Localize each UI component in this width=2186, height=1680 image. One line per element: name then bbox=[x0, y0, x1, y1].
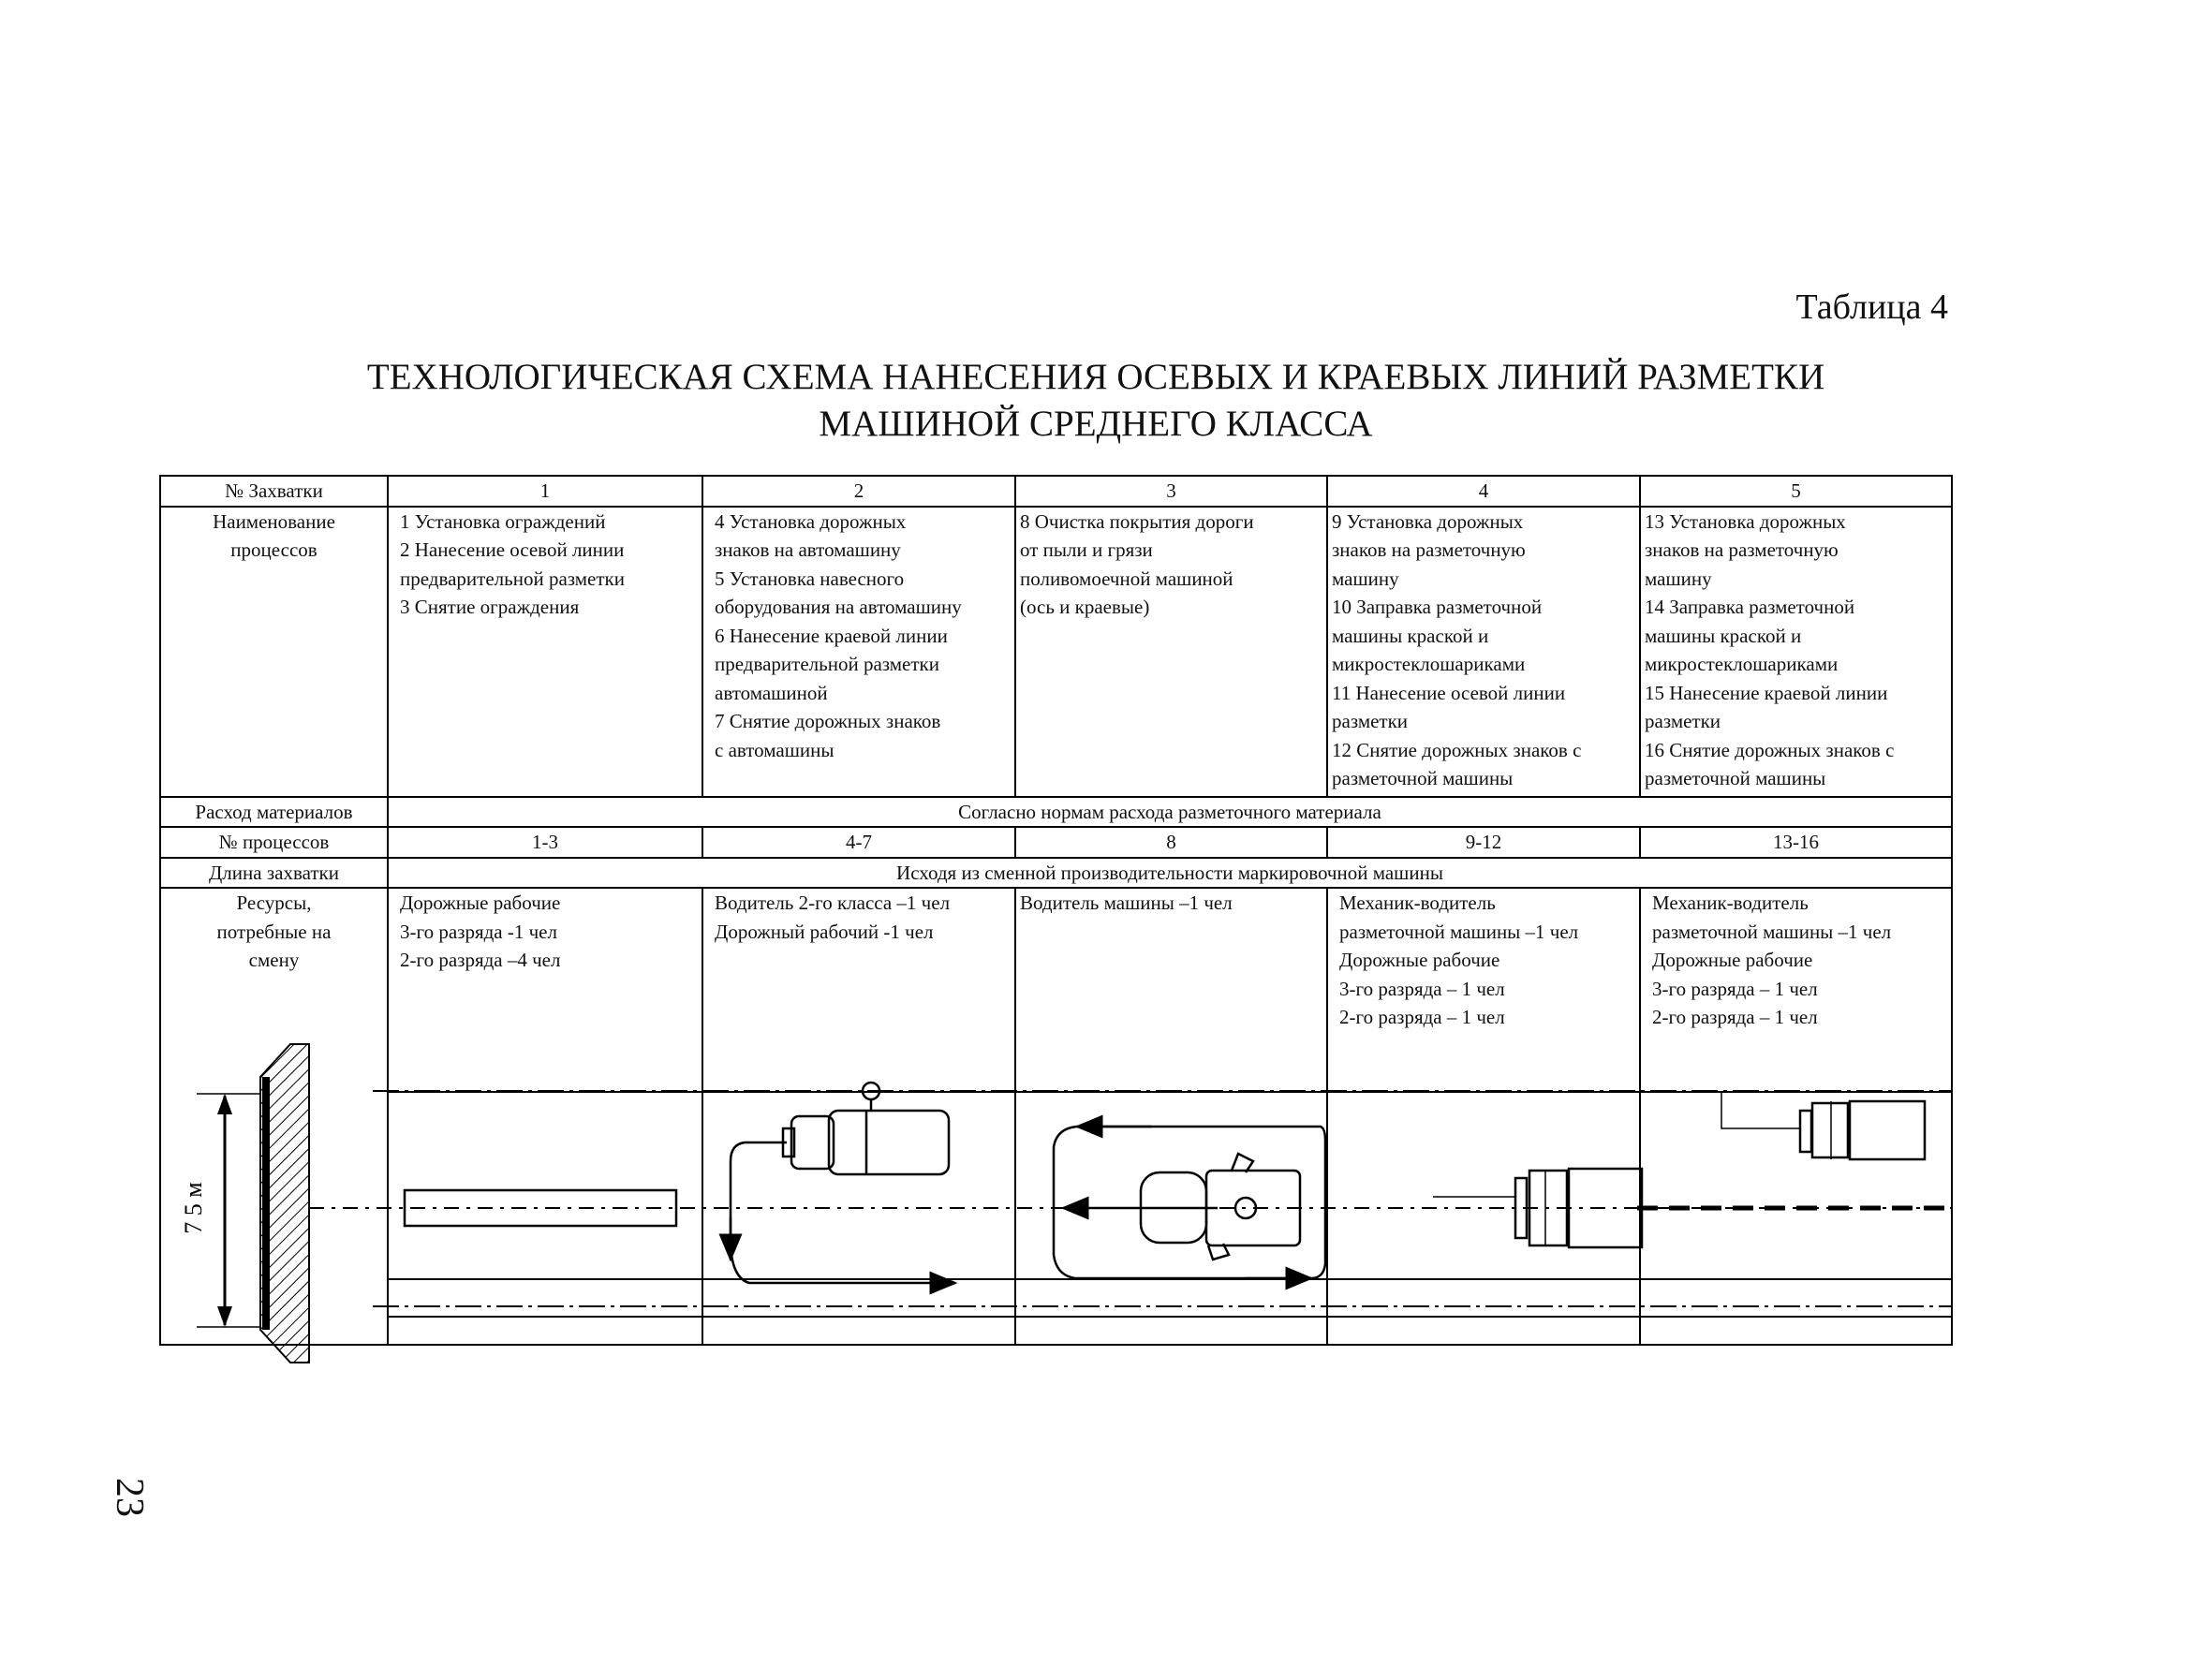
materials-value: Согласно нормам расхода разметочного материала bbox=[388, 797, 1952, 828]
capture-number-cell: 5 bbox=[1640, 476, 1952, 507]
resources-cell-4: Механик-водитель разметочной машины –1 чел Дорожные рабочие 3-го разряда – 1 чел 2-го разряда – 1 чел bbox=[1327, 888, 1640, 1092]
materials-row bbox=[160, 797, 1952, 828]
page-number: 23 bbox=[108, 1478, 151, 1517]
capture-length-header: Длина захватки bbox=[160, 858, 388, 889]
capture-number-cell: 1 bbox=[388, 476, 702, 507]
scheme-row bbox=[160, 1092, 1952, 1279]
capture-number-cell: 3 bbox=[1015, 476, 1327, 507]
document-title-line-1: ТЕХНОЛОГИЧЕСКАЯ СХЕМА НАНЕСЕНИЯ ОСЕВЫХ И КРАЕВЫХ ЛИНИЙ РАЗМЕТКИ bbox=[366, 357, 1825, 397]
technology-scheme-table bbox=[159, 475, 1953, 1346]
resources-cell-2: Водитель 2-го класса –1 чел Дорожный рабочий -1 чел bbox=[702, 888, 1015, 1092]
process-names-cell-2: 4 Установка дорожных знаков на автомашину 5 Установка навесного оборудования на автомашину 6 Нанесение краевой линии предварительной разметки автомашиной 7 Снятие дорожных знаков с автомашины bbox=[702, 507, 1015, 797]
capture-number-header: № Захватки bbox=[160, 476, 388, 507]
table-number-label: Таблица 4 bbox=[1795, 287, 1948, 327]
process-numbers-cell: 4-7 bbox=[702, 827, 1015, 858]
scheme-row-bottom bbox=[160, 1317, 1952, 1345]
process-numbers-cell: 8 bbox=[1015, 827, 1327, 858]
document-title-line-2: МАШИНОЙ СРЕДНЕГО КЛАССА bbox=[819, 404, 1373, 444]
materials-header: Расход материалов bbox=[160, 797, 388, 828]
capture-number-cell: 4 bbox=[1327, 476, 1640, 507]
resources-cell-1: Дорожные рабочие 3-го разряда -1 чел 2-го разряда –4 чел bbox=[388, 888, 702, 1092]
process-numbers-cell: 13-16 bbox=[1640, 827, 1952, 858]
process-numbers-cell: 1-3 bbox=[388, 827, 702, 858]
resources-row bbox=[160, 888, 1952, 1092]
process-names-row bbox=[160, 507, 1952, 797]
process-numbers-row bbox=[160, 827, 1952, 858]
capture-number-cell: 2 bbox=[702, 476, 1015, 507]
scheme-row-lower bbox=[160, 1279, 1952, 1317]
process-names-cell-1: 1 Установка ограждений 2 Нанесение осевой линии предварительной разметки 3 Снятие ограждения bbox=[388, 507, 702, 797]
capture-length-row bbox=[160, 858, 1952, 889]
capture-number-row bbox=[160, 476, 1952, 507]
process-numbers-cell: 9-12 bbox=[1327, 827, 1640, 858]
process-names-header: Наименование процессов bbox=[160, 507, 388, 797]
process-numbers-header: № процессов bbox=[160, 827, 388, 858]
resources-cell-3: Водитель машины –1 чел bbox=[1015, 888, 1327, 1092]
dimension-label: 7 5 м bbox=[180, 1182, 207, 1234]
process-names-cell-5: 13 Установка дорожных знаков на разметочную машину 14 Заправка разметочной машины краской и микростеклошариками 15 Нанесение краевой линии разметки 16 Снятие дорожных знаков с разметочной машины bbox=[1640, 507, 1952, 797]
resources-cell-5: Механик-водитель разметочной машины –1 чел Дорожные рабочие 3-го разряда – 1 чел 2-го разряда – 1 чел bbox=[1640, 888, 1952, 1092]
resources-header: Ресурсы, потребные на смену bbox=[160, 888, 388, 1345]
capture-length-value: Исходя из сменной производительности маркировочной машины bbox=[388, 858, 1952, 889]
process-names-cell-3: 8 Очистка покрытия дороги от пыли и грязи поливомоечной машиной (ось и краевые) bbox=[1015, 507, 1327, 797]
process-names-cell-4: 9 Установка дорожных знаков на разметочную машину 10 Заправка разметочной машины краской и микростеклошариками 11 Нанесение осевой линии разметки 12 Снятие дорожных знаков с разметочной машины bbox=[1327, 507, 1640, 797]
